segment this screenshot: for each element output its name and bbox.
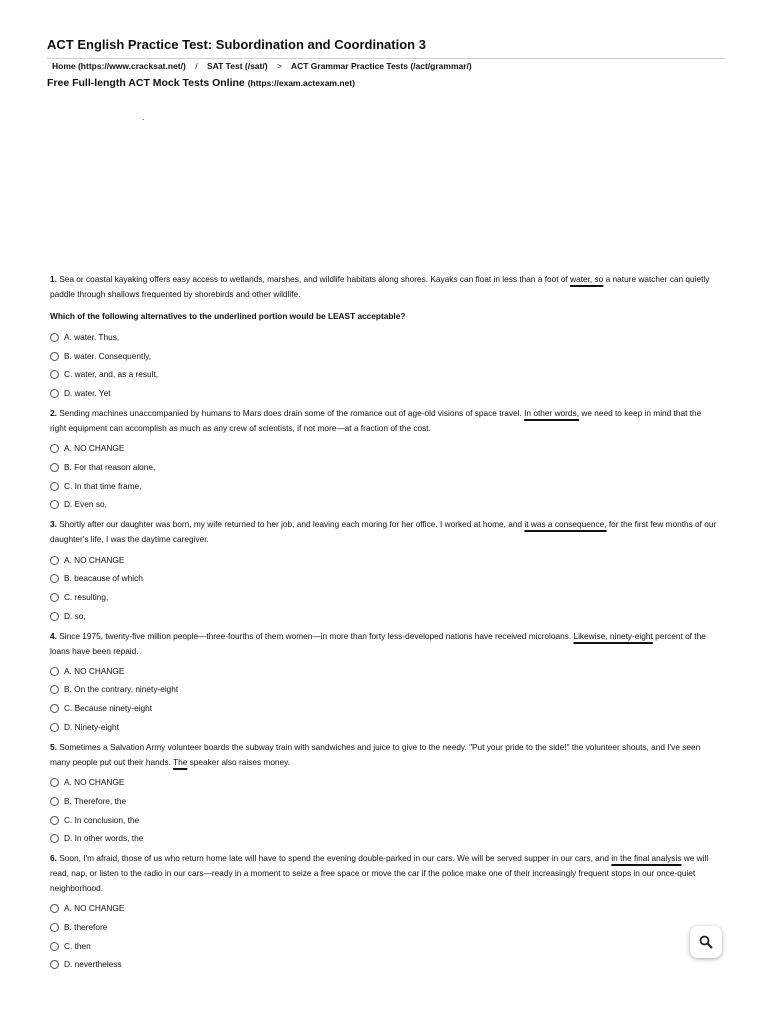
- question-5-option-c[interactable]: [50, 815, 139, 825]
- option-label: B. Therefore, the: [64, 796, 127, 806]
- question-number: 4.: [50, 631, 57, 641]
- question-4-option-d[interactable]: [50, 722, 119, 732]
- option-label: D. so,: [64, 611, 86, 621]
- question-text-after: we will read, nap, or listen to the radio in our cars—ready in a moment to seize a free space or move the car if the police make one of their increasingly frequent stops in our once-quiet neighborhood.: [50, 853, 709, 893]
- question-4-option-c[interactable]: [50, 703, 152, 713]
- underlined-portion: it was a consequence,: [524, 519, 607, 529]
- question-3-option-d[interactable]: [50, 611, 86, 621]
- search-button[interactable]: [690, 926, 722, 958]
- question-text-before: Soon, I'm afraid, those of us who return home late will have to spend the evening double-parked in our cars. We will be served supper in our cars, and: [59, 853, 612, 863]
- underlined-portion: Likewise, ninety-eight: [573, 631, 653, 641]
- question-5-option-d[interactable]: [50, 833, 143, 843]
- underlined-portion: water, so: [570, 274, 604, 284]
- question-4-option-b[interactable]: [50, 684, 178, 694]
- question-text-after: for the first few months of our daughter's life, I was the daytime caregiver.: [50, 519, 717, 544]
- radio-button[interactable]: [50, 816, 59, 825]
- radio-button[interactable]: [50, 704, 59, 713]
- question-number: 1.: [50, 274, 57, 284]
- radio-button[interactable]: [50, 797, 59, 806]
- option-label: D. water. Yet: [64, 388, 111, 398]
- question-text-after: a nature watcher can quietly paddle through shallows frequented by shorebirds and other wildlife.: [50, 274, 710, 299]
- underlined-portion: In other words,: [524, 408, 580, 418]
- radio-button[interactable]: [50, 612, 59, 621]
- question-4-option-a[interactable]: [50, 666, 124, 676]
- question-2-text: [50, 406, 718, 436]
- radio-button[interactable]: [50, 960, 59, 969]
- question-1-text: [50, 272, 718, 302]
- option-label: D. In other words, the: [64, 833, 144, 843]
- radio-button[interactable]: [50, 463, 59, 472]
- option-label: B. For that reason alone,: [64, 462, 156, 472]
- underlined-portion: The: [173, 757, 188, 767]
- question-6-option-d[interactable]: [50, 959, 122, 969]
- question-number: 5.: [50, 742, 57, 752]
- radio-button[interactable]: [50, 574, 59, 583]
- option-label: C. resulting,: [64, 592, 109, 602]
- option-label: A. NO CHANGE: [64, 443, 125, 453]
- question-3-option-c[interactable]: [50, 592, 108, 602]
- option-label: A. water. Thus,: [64, 332, 120, 342]
- radio-button[interactable]: [50, 370, 59, 379]
- breadcrumb-home-link[interactable]: Home (https://www.cracksat.net/): [52, 61, 186, 71]
- option-label: B. On the contrary, ninety-eight: [64, 684, 179, 694]
- radio-button[interactable]: [50, 593, 59, 602]
- radio-button[interactable]: [50, 500, 59, 509]
- question-text-before: Sending machines unaccompanied by humans to Mars does drain some of the romance out of age-old visions of space travel.: [59, 408, 525, 418]
- question-1-option-a[interactable]: [50, 332, 119, 342]
- radio-button[interactable]: [50, 834, 59, 843]
- option-label: B. beacause of which: [64, 573, 143, 583]
- option-label: C. In that time frame,: [64, 481, 142, 491]
- radio-button[interactable]: [50, 778, 59, 787]
- question-text-before: Since 1975, twenty-five million people—three-fourths of them women—in more than forty less-developed nations have received microloans.: [59, 631, 574, 641]
- mock-tests-url: (https://exam.actexam.net): [247, 78, 355, 88]
- question-number: 2.: [50, 408, 57, 418]
- option-label: A. NO CHANGE: [64, 666, 125, 676]
- breadcrumb-separator: /: [195, 61, 198, 71]
- option-label: D. nevertheless: [64, 959, 122, 969]
- radio-button[interactable]: [50, 685, 59, 694]
- question-2-option-d[interactable]: [50, 499, 107, 509]
- radio-button[interactable]: [50, 333, 59, 342]
- stray-dot: .: [142, 112, 145, 122]
- question-text-after: speaker also raises money.: [187, 757, 290, 767]
- question-2-option-b[interactable]: [50, 462, 155, 472]
- underlined-portion: in the final analysis: [611, 853, 682, 863]
- option-label: C. Because ninety-eight: [64, 703, 153, 713]
- radio-button[interactable]: [50, 389, 59, 398]
- mock-tests-label: Free Full-length ACT Mock Tests Online: [47, 77, 245, 89]
- option-label: C. then: [64, 941, 91, 951]
- radio-button[interactable]: [50, 444, 59, 453]
- question-5-option-a[interactable]: [50, 777, 124, 787]
- question-number: 3.: [50, 519, 57, 529]
- question-6-option-c[interactable]: [50, 941, 91, 951]
- question-text-before: Sometimes a Salvation Army volunteer boards the subway train with sandwiches and juice to give to the needy. "Put your pride to the side!" the volunteer shouts, and I've seen many people put out their hands.: [50, 742, 701, 767]
- radio-button[interactable]: [50, 556, 59, 565]
- radio-button[interactable]: [50, 352, 59, 361]
- option-label: A. NO CHANGE: [64, 555, 125, 565]
- question-text-after: we need to keep in mind that the right equipment can accomplish as much as any crew of scientists, if not more—at a fraction of the cost.: [50, 408, 702, 433]
- question-3-option-b[interactable]: [50, 573, 143, 583]
- radio-button[interactable]: [50, 723, 59, 732]
- question-5-option-b[interactable]: [50, 796, 126, 806]
- option-label: A. NO CHANGE: [64, 777, 125, 787]
- radio-button[interactable]: [50, 667, 59, 676]
- option-label: D. Even so,: [64, 499, 107, 509]
- option-label: C. In conclusion, the: [64, 815, 140, 825]
- question-6-option-b[interactable]: [50, 922, 107, 932]
- question-2-option-a[interactable]: [50, 443, 124, 453]
- breadcrumb-act-grammar-link[interactable]: ACT Grammar Practice Tests (/act/grammar/): [290, 61, 472, 71]
- breadcrumb: [52, 61, 472, 71]
- radio-button[interactable]: [50, 923, 59, 932]
- question-6-option-a[interactable]: [50, 903, 124, 913]
- question-1-option-c[interactable]: [50, 369, 158, 379]
- option-label: B. water. Consequently,: [64, 351, 152, 361]
- option-label: B. therefore: [64, 922, 108, 932]
- question-1-option-d[interactable]: [50, 388, 111, 398]
- question-3-option-a[interactable]: [50, 555, 124, 565]
- question-text-before: Sea or coastal kayaking offers easy access to wetlands, marshes, and wildlife habitats along shores. Kayaks can float in less than a foot of: [59, 274, 571, 284]
- radio-button[interactable]: [50, 942, 59, 951]
- question-number: 6.: [50, 853, 57, 863]
- breadcrumb-separator: >: [276, 61, 282, 71]
- radio-button[interactable]: [50, 904, 59, 913]
- question-5-text: [50, 740, 718, 770]
- mock-tests-link[interactable]: [47, 77, 355, 89]
- option-label: C. water, and, as a result,: [64, 369, 159, 379]
- question-1-prompt: Which of the following alternatives to the underlined portion would be LEAST acceptable?: [50, 311, 406, 321]
- breadcrumb-sat-link[interactable]: SAT Test (/sat/): [206, 61, 268, 71]
- page-title: ACT English Practice Test: Subordination and Coordination 3: [47, 37, 725, 59]
- search-icon: [699, 935, 713, 949]
- question-2-option-c[interactable]: [50, 481, 141, 491]
- question-1-option-b[interactable]: [50, 351, 151, 361]
- question-4-text: [50, 629, 718, 659]
- radio-button[interactable]: [50, 482, 59, 491]
- question-3-text: [50, 517, 718, 547]
- option-label: D. Ninety-eight: [64, 722, 119, 732]
- option-label: A. NO CHANGE: [64, 903, 125, 913]
- question-6-text: [50, 851, 718, 896]
- question-text-after: percent of the loans have been repaid.: [50, 631, 706, 656]
- question-text-before: Shortly after our daughter was born, my wife returned to her job, and leaving each moring for her office. I worked at home, and: [59, 519, 525, 529]
